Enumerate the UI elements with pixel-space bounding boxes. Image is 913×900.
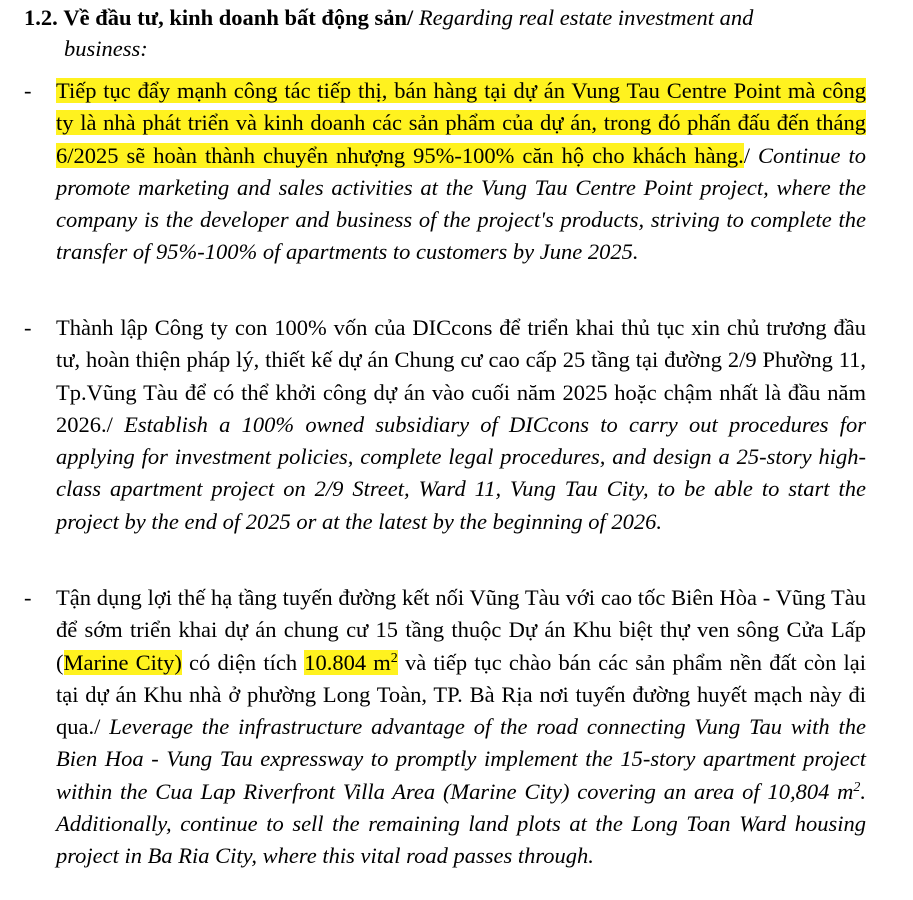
bullet-dash: - [24, 78, 32, 103]
highlight-area [304, 650, 398, 675]
bullet-en-part1: Leverage the infrastructure advantage of the road connecting Vung Tau with the Bien Hoa - Vung Tau expressway to promptly implement the 15-story apartment project within the Cua Lap Riverfront Villa Area (Marine City) covering an area of 10,804 m [56, 714, 866, 804]
highlight-marine-city: Marine City) [63, 649, 182, 675]
bullet-dash: - [24, 585, 32, 610]
bullet-vi-tail: / [743, 142, 750, 168]
bullet-vi-text: Thành lập Công ty con 100% vốn của DICcons để triển khai thủ tục xin chủ trương đầu tư, hoàn thiện pháp lý, thiết kế dự án Chung cư cao cấp 25 tầng tại đường 2/9 Phường 11, Tp.Vũng Tàu để có thể khởi công dự án vào cuối năm 2025 hoặc chậm nhất là đầu năm 2026./ [56, 315, 866, 437]
area-superscript-en: 2 [853, 779, 861, 795]
area-value: 10.804 m [304, 649, 391, 675]
section-heading [24, 2, 874, 64]
section-title-en-line2: business: [64, 36, 148, 61]
bullet-en-text: Establish a 100% owned subsidiary of DICcons to carry out procedures for applying for investment policies, complete legal procedures, and design a 25-story high-class apartment project on 2/9 Street, Ward 11, Vung Tau City, to be able to start the project by the end of 2025 or at the latest by the beginning of 2026. [56, 411, 866, 534]
highlighted-text: Tiếp tục đẩy mạnh công tác tiếp thị, bán hàng tại dự án Vung Tau Centre Point mà công ty là nhà phát triển và kinh doanh các sản phẩm của dự án, trong đó phấn đấu đến tháng 6/2025 sẽ hoàn thành chuyển nhượng 95%-100% căn hộ cho khách hàng. [56, 78, 866, 168]
section-title-en-line1: Regarding real estate investment and [418, 5, 754, 30]
bullet-vi-text-part3: và tiếp tục chào bán các sản phẩm nền đất còn lại tại dự án Khu nhà ở phường Long Toàn, TP. Bà Rịa nơi tuyến đường huyết mạch này đi qua./ [56, 649, 866, 740]
bullet-en-text [56, 714, 866, 868]
bullet-vi-text-part2: có diện tích [181, 649, 305, 675]
bullet-en-text: Continue to promote marketing and sales activities at the Vung Tau Centre Point project, where the company is the developer and business of the project's products, striving to complete the transfer of 95%-100% of apartments to customers by June 2025. [56, 142, 866, 265]
section-number: 1.2. [24, 5, 58, 30]
bullet-text-2 [56, 312, 866, 538]
bullet-text-3 [56, 582, 866, 873]
section-title-vi: Về đầu tư, kinh doanh bất động sản/ [63, 5, 414, 30]
bullet-text-1 [56, 75, 866, 269]
bullet-en-part2: . Additionally, continue to sell the remaining land plots at the Long Toan Ward housing project in Ba Ria City, where this vital road passes through. [56, 778, 866, 869]
bullet-vi-text-part1: Tận dụng lợi thế hạ tầng tuyến đường kết nối Vũng Tàu với cao tốc Biên Hòa - Vũng Tàu để sớm triển khai dự án chung cư 15 tầng thuộc Dự án Khu biệt thự ven sông Cửa Lấp ( [56, 585, 866, 675]
area-superscript: 2 [390, 650, 398, 666]
bullet-dash: - [24, 315, 32, 340]
